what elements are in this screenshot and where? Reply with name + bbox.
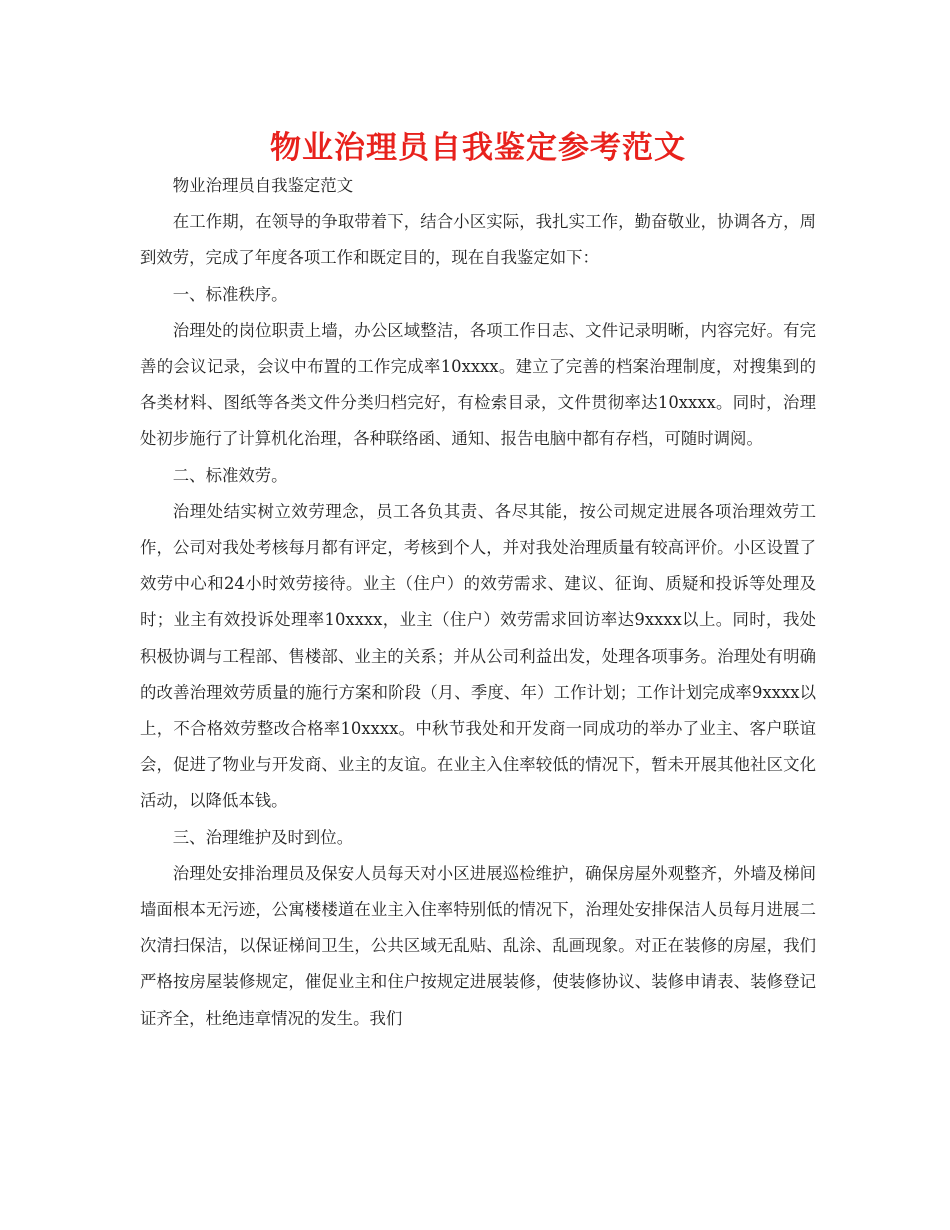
section-paragraph-3: 治理处安排治理员及保安人员每天对小区进展巡检维护，确保房屋外观整齐，外墙及梯间墙面根本无污迹，公寓楼楼道在业主入住率特别低的情况下，治理处安排保洁人员每月进展二次清扫保洁，以保证梯间卫生，公共区域无乱贴、乱涂、乱画现象。对正在装修的房屋，我们严格按房屋装修规定，催促业主和住户按规定进展装修，使装修协议、装修申请表、装修登记证齐全，杜绝违章情况的发生。我们 (140, 863, 816, 1028)
section-heading-2: 二、标准效劳。 (172, 465, 288, 485)
document-title: 物业治理员自我鉴定参考范文 (270, 130, 686, 166)
intro-paragraph: 在工作期，在领导的争取带着下，结合小区实际，我扎实工作，勤奋敬业，协调各方，周到效劳，完成了年度各项工作和既定目的，现在自我鉴定如下： (140, 212, 816, 268)
document-body (140, 168, 816, 1037)
section-paragraph-1: 治理处的岗位职责上墙，办公区域整洁，各项工作日志、文件记录明晰，内容完好。有完善的会议记录，会议中布置的工作完成率10xxxx。建立了完善的档案治理制度，对搜集到的各类材料、图纸等各类文件分类归档完好，有检索目录，文件贯彻率达10xxxx。同时，治理处初步施行了计算机化治理，各种联络函、通知、报告电脑中都有存档，可随时调阅。 (140, 320, 816, 449)
section-heading-1: 一、标准秩序。 (172, 284, 288, 304)
document-subtitle: 物业治理员自我鉴定范文 (172, 176, 354, 195)
section-paragraph-2: 治理处结实树立效劳理念，员工各负其责、各尽其能，按公司规定进展各项治理效劳工作，公司对我处考核每月都有评定，考核到个人，并对我处治理质量有较高评价。小区设置了效劳中心和24小时效劳接待。业主（住户）的效劳需求、建议、征询、质疑和投诉等处理及时；业主有效投诉处理率10xxxx，业主（住户）效劳需求回访率达9xxxx以上。同时，我处积极协调与工程部、售楼部、业主的关系；并从公司利益出发，处理各项事务。治理处有明确的改善治理效劳质量的施行方案和阶段（月、季度、年）工作计划；工作计划完成率9xxxx以上，不合格效劳整改合格率10xxxx。中秋节我处和开发商一同成功的举办了业主、客户联谊会，促进了物业与开发商、业主的友谊。在业主入住率较低的情况下，暂未开展其他社区文化活动，以降低本钱。 (140, 501, 816, 811)
section-heading-3: 三、治理维护及时到位。 (172, 827, 354, 847)
